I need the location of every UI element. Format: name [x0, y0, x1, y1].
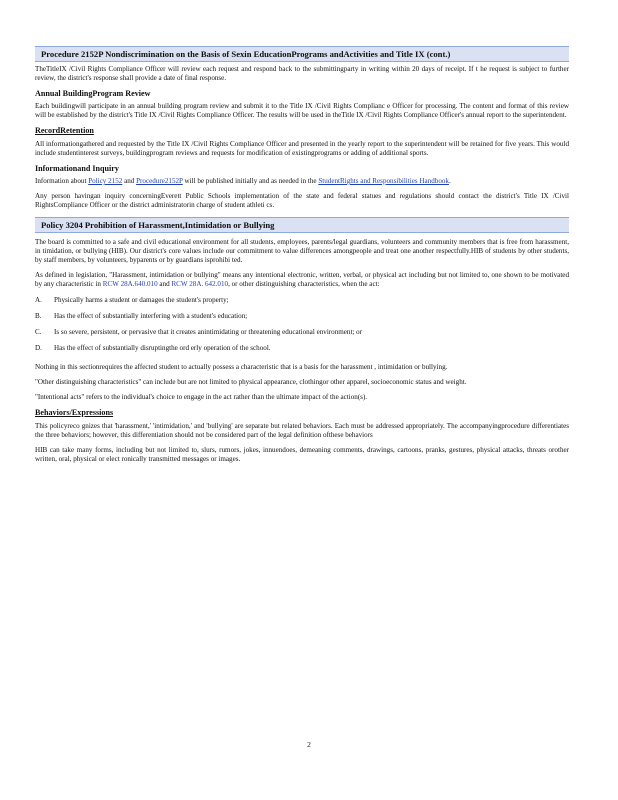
annual-review-paragraph: Each buildingwill participate in an annual building program review and submit it to the Title IX /Civil Rights Complianc e Officer for processing. The content and format of this review will be established by the district's Title IX /Civil Rights Compliance Officer. The results will be used in theTitle IX /Civil Rights Compliance Officer's annual report to the superintendent.	[35, 102, 569, 119]
procedure-2152p-link[interactable]: Procedure2152P	[136, 177, 183, 185]
intro-paragraph: TheTitleIX /Civil Rights Compliance Officer will review each request and respond back to the submittingparty in writing within 20 days of receipt. If t he request is subject to further review, the district's response shall provide a date of final response.	[35, 65, 569, 82]
section-header-procedure: Procedure 2152P Nondiscrimination on the Basis of Sexin EducationPrograms andActivities and Title IX (cont.)	[35, 46, 569, 62]
information-inquiry-heading: Informationand Inquiry	[35, 164, 119, 173]
hib-forms-paragraph: HIB can take many forms, including but not limited to, slurs, rumors, jokes, innuendoes, demeaning comments, drawings, cartoons, pranks, gestures, physical attacks, threats orother written, oral, physical or elect ronically transmitted messages or images.	[35, 446, 569, 463]
record-retention-heading: RecordRetention	[35, 126, 94, 135]
page-number: 2	[307, 740, 311, 749]
behaviors-paragraph: This policyreco gnizes that 'harassment,' 'intimidation,' and 'bullying' are separate but related behaviors. Each must be addressed appropriately. The accompanyingprocedure differentiates the three behaviors; however, this differentiation should not be considered part of the legal definition ofthese behaviors	[35, 422, 569, 439]
other-characteristics-paragraph: "Other distinguishing characteristics" can include but are not limited to physical appearance, clothingor other apparel, socioeconomic status and weight.	[35, 378, 467, 386]
nothing-requires-paragraph: Nothing in this sectionrequires the affected student to actually possess a characteristic that is a basis for the harassment , intimidation or bullying.	[35, 363, 448, 371]
rcw-28a-640-010-link[interactable]: RCW 28A.640.010	[102, 280, 158, 288]
definition-paragraph: As defined in legislation, "Harassment, intimidation or bullying" means any intentional electronic, written, verbal, or physical act including but not limited to, one shown to be motivated by any characteristic in RCW 28A.640.010 and RCW 28A. 642.010, or other distinguishing characteristics, when the act:	[35, 271, 569, 288]
board-commitment-paragraph: The board is committed to a safe and civil educational environment for all students, employees, parents/legal guardians, volunteers and community members that is free from harassment, in timidation, or bullying (HIB). Our district's core values include our commitment to value differences amongpeople and treat one another respectfully.HIB of students by other students, by staff members, by volunteers, byparents or by guardians isprohibi ted.	[35, 238, 569, 264]
document-page	[35, 46, 569, 464]
rcw-28a-642-010-link[interactable]: RCW 28A. 642.010	[171, 280, 229, 288]
behaviors-heading: Behaviors/Expressions	[35, 408, 114, 417]
list-item: B. Has the effect of substantially interfering with a student's education;	[35, 312, 248, 320]
list-item: D. Has the effect of substantially disruptingthe ord erly operation of the school.	[35, 344, 271, 352]
intentional-acts-paragraph: "Intentional acts" refers to the individual's choice to engage in the act rather than the ultimate impact of the action(s).	[35, 393, 368, 401]
inquiry-paragraph: Any person havingan inquiry concerningEverett Public Schools implementation of the state and federal statues and regulations should contact the district's Title IX /Civil RightsCompliance Officer or the district administratorin charge of student athleti cs.	[35, 192, 569, 209]
annual-review-heading: Annual BuildingProgram Review	[35, 89, 151, 98]
section-header-policy-3204: Policy 3204 Prohibition of Harassment,Intimidation or Bullying	[35, 217, 569, 233]
list-item: C. Is so severe, persistent, or pervasive that it creates anintimidating or threatening educational environment; or	[35, 328, 363, 336]
record-retention-paragraph: All informationgathered and requested by the Title IX /Civil Rights Compliance Officer and presented in the yearly report to the superintendent will be retained for five years. This would include studentinterest surveys, buildingprogram reviews and requests for modification of existingprograms or adding of additional sports.	[35, 140, 569, 157]
information-paragraph: Information about Policy 2152 and Procedure2152P will be published initially and as needed in the StudentRights and Responsibilities Handbook.	[35, 177, 451, 185]
policy-2152-link[interactable]: Policy 2152	[88, 177, 123, 185]
student-rights-handbook-link[interactable]: StudentRights and Responsibilities Handbook	[318, 177, 449, 185]
list-item: A. Physically harms a student or damages the student's property;	[35, 296, 229, 304]
